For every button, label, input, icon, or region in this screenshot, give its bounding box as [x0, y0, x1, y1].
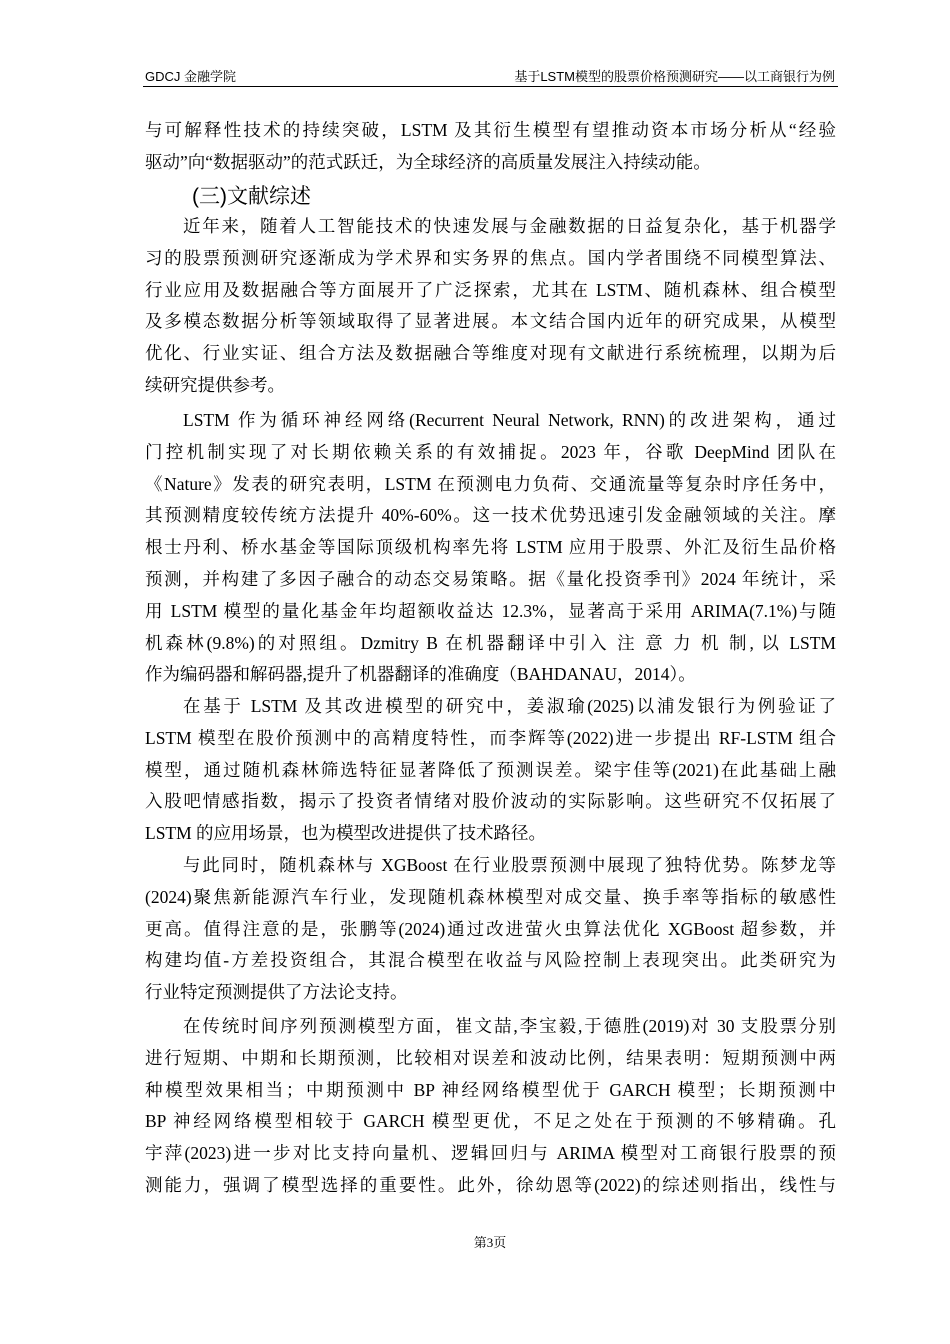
text-line: 更高。值得注意的是，张鹏等(2024)通过改进萤火虫算法优化 XGBoost 超参数，并 [145, 918, 836, 939]
page-number: 第3页 [473, 1235, 507, 1250]
text-line: 根士丹利、桥水基金等国际顶级机构率先将 LSTM 应用于股票、外汇及衍生品价格 [145, 537, 836, 558]
text-line: 与可解释性技术的持续突破，LSTM 及其衍生模型有望推动资本市场分析从“经验 [145, 120, 836, 140]
text-line: BP 神经网络模型相较于 GARCH 模型更优，不足之处在于预测的不够精确。孔 [145, 1111, 836, 1132]
text-line: 模型，通过随机森林筛选特征显著降低了预测误差。梁宇佳等(2021)在此基础上融 [145, 759, 836, 780]
text-line: (2024)聚焦新能源汽车行业，发现随机森林模型对成交量、换手率等指标的敏感性 [145, 886, 836, 907]
text-line: 用 LSTM 模型的量化基金年均超额收益达 12.3%，显著高于采用 ARIMA(7.1%)与随 [145, 600, 836, 621]
running-header-title: 基于LSTM模型的股票价格预测研究——以工商银行为例 [514, 69, 835, 84]
text-line: 种模型效果相当；中期预测中 BP 神经网络模型优于 GARCH 模型；长期预测中 [145, 1079, 836, 1100]
text-line: 及多模态数据分析等领域取得了显著进展。本文结合国内近年的研究成果，从模型 [145, 311, 836, 332]
text-line: 预测，并构建了多因子融合的动态交易策略。据《量化投资季刊》2024 年统计，采 [145, 569, 836, 589]
text-line: 门控机制实现了对长期依赖关系的有效捕捉。2023 年，谷歌 DeepMind 团队在 [145, 441, 836, 462]
text-line: 《Nature》发表的研究表明，LSTM 在预测电力负荷、交通流量等复杂时序任务中， [145, 473, 836, 494]
text-line: 其预测精度较传统方法提升 40%-60%。这一技术优势迅速引发金融领域的关注。摩 [145, 505, 836, 526]
text-line: 习的股票预测研究逐渐成为学术界和实务界的焦点。国内学者围绕不同模型算法、 [145, 247, 836, 268]
section-heading: (三)文献综述 [192, 185, 311, 208]
text-line: 入股吧情感指数，揭示了投资者情绪对股价波动的实际影响。这些研究不仅拓展了 [145, 791, 836, 812]
text-line: 作为编码器和解码器,提升了机器翻译的准确度（BAHDANAU，2014）。 [145, 664, 696, 685]
text-line: 续研究提供参考。 [145, 375, 285, 395]
text-line: LSTM 的应用场景，也为模型改进提供了技术路径。 [145, 823, 547, 844]
text-line: 机森林(9.8%)的对照组。Dzmitry B 在机器翻译中引入 注 意 力 机 制, 以 LSTM [145, 632, 836, 653]
text-line: 行业应用及数据融合等方面展开了广泛探索，尤其在 LSTM、随机森林、组合模型 [145, 279, 836, 300]
text-line: 行业特定预测提供了方法论支持。 [145, 982, 408, 1003]
text-line: 进行短期、中期和长期预测，比较相对误差和波动比例，结果表明：短期预测中两 [145, 1047, 836, 1068]
text-line: 在传统时间序列预测模型方面，崔文喆,李宝毅,于德胜(2019)对 30 支股票分别 [183, 1016, 836, 1036]
text-line: 在基于 LSTM 及其改进模型的研究中，姜淑瑜(2025)以浦发银行为例验证了 [183, 696, 836, 716]
header-rule [143, 86, 838, 87]
text-line: 与此同时，随机森林与 XGBoost 在行业股票预测中展现了独特优势。陈梦龙等 [183, 855, 836, 875]
text-line: 宇萍(2023)进一步对比支持向量机、逻辑回归与 ARIMA 模型对工商银行股票的预 [145, 1143, 836, 1164]
running-header-left: GDCJ 金融学院 [145, 69, 237, 84]
text-line: 优化、行业实证、组合方法及数据融合等维度对现有文献进行系统梳理，以期为后 [145, 343, 836, 364]
text-line: LSTM 作为循环神经网络(Recurrent Neural Network, RNN)的改进架构，通过 [183, 410, 836, 430]
text-line: 测能力，强调了模型选择的重要性。此外，徐幼恩等(2022)的综述则指出，线性与 [145, 1175, 836, 1195]
text-line: 驱动”向“数据驱动”的范式跃迁，为全球经济的高质量发展注入持续动能。 [145, 152, 711, 172]
text-line: LSTM 模型在股价预测中的高精度特性，而李辉等(2022)进一步提出 RF-LSTM 组合 [145, 727, 836, 748]
text-line: 近年来，随着人工智能技术的快速发展与金融数据的日益复杂化，基于机器学 [183, 216, 836, 236]
text-line: 构建均值-方差投资组合，其混合模型在收益与风险控制上表现突出。此类研究为 [145, 950, 836, 971]
